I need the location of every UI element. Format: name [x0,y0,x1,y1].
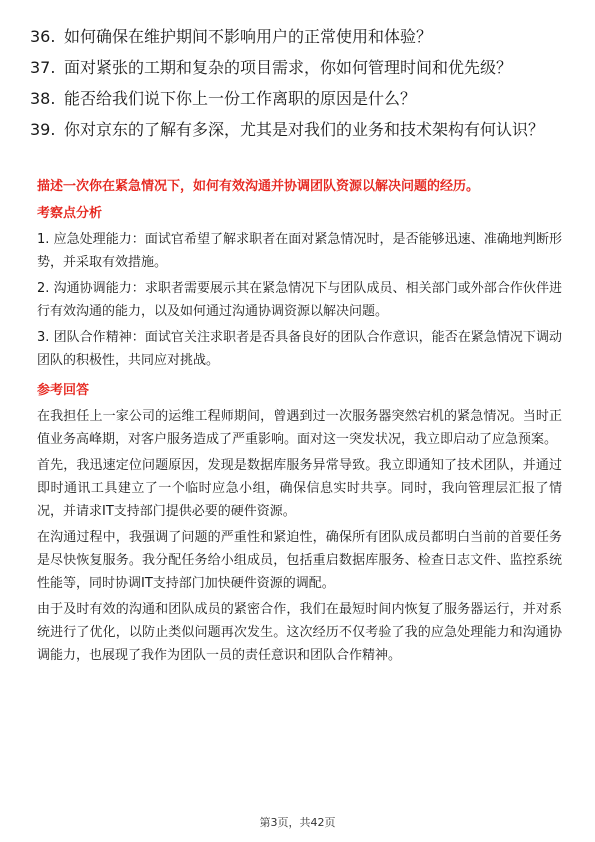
question-number: 36. [30,27,56,46]
analysis-item: 3. 团队合作精神：面试官关注求职者是否具备良好的团队合作意识，能否在紧急情况下调动团队的积极性，共同应对挑战。 [37,330,562,368]
answer-paragraph: 由于及时有效的沟通和团队成员的紧密合作，我们在最短时间内恢复了服务器运行，并对系统进行了优化，以防止类似问题再次发生。这次经历不仅考验了我的应急处理能力和沟通协调能力，也展现了我作为团队一员的责任意识和团队合作精神。 [37,602,562,663]
answer-paragraph: 在我担任上一家公司的运维工程师期间，曾遇到过一次服务器突然宕机的紧急情况。当时正值业务高峰期，对客户服务造成了严重影响。面对这一突发状况，我立即启动了应急预案。 [37,409,562,447]
question-number: 37. [30,58,56,77]
question-text: 如何确保在维护期间不影响用户的正常使用和体验？ [64,27,433,46]
question-text: 能否给我们说下你上一份工作离职的原因是什么？ [64,89,417,108]
question-list [30,24,570,148]
question-number: 38. [30,89,56,108]
question-number: 39. [30,120,56,139]
analysis-item: 1. 应急处理能力：面试官希望了解求职者在面对紧急情况时，是否能够迅速、准确地判断形势，并采取有效措施。 [37,232,562,270]
question-item [30,117,570,143]
question-item [30,86,570,112]
analysis-title: 考察点分析 [37,206,103,221]
page-footer: 第3页，共42页 [259,816,336,829]
answer-content [37,177,562,670]
question-text: 面对紧张的工期和复杂的项目需求，你如何管理时间和优先级？ [64,58,513,77]
question-heading: 描述一次你在紧急情况下，如何有效沟通并协调团队资源以解决问题的经历。 [37,179,480,194]
answer-paragraph: 在沟通过程中，我强调了问题的严重性和紧迫性，确保所有团队成员都明白当前的首要任务是尽快恢复服务。我分配任务给小组成员，包括重启数据库服务、检查日志文件、监控系统性能等，同时协调IT支持部门加快硬件资源的调配。 [37,530,562,591]
question-item [30,55,570,81]
analysis-item: 2. 沟通协调能力：求职者需要展示其在紧急情况下与团队成员、相关部门或外部合作伙伴进行有效沟通的能力，以及如何通过沟通协调资源以解决问题。 [37,281,562,319]
answer-paragraph: 首先，我迅速定位问题原因，发现是数据库服务异常导致。我立即通知了技术团队，并通过即时通讯工具建立了一个临时应急小组，确保信息实时共享。同时，我向管理层汇报了情况，并请求IT支持部门提供必要的硬件资源。 [37,458,562,519]
question-item [30,24,570,50]
question-text: 你对京东的了解有多深，尤其是对我们的业务和技术架构有何认识？ [64,120,545,139]
answer-title: 参考回答 [37,383,90,398]
